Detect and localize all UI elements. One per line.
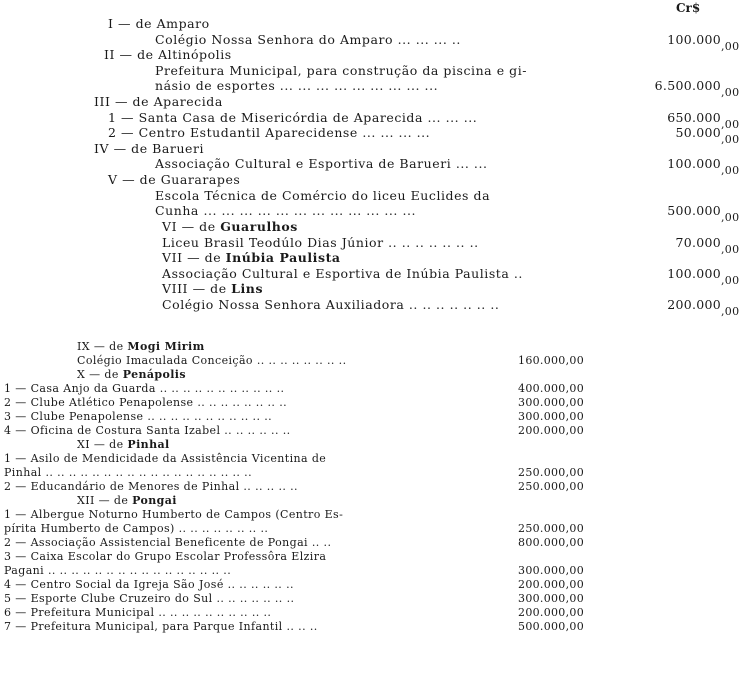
entry-text: 2 — Clube Atlético Penapolense .. .. .. .. .. .. .. .. (4, 396, 287, 409)
entry-line (77, 495, 177, 506)
amount-integer: 500.000 (667, 203, 721, 218)
entry-text: Pagani .. .. .. .. .. .. .. .. .. .. .. .. .. .. .. .. (4, 564, 232, 577)
entry-text: IV — de Barueri (94, 141, 205, 156)
entry-text: VII — de (162, 250, 226, 265)
amount-integer: 250.000,00 (518, 466, 584, 479)
entry-text: pírita Humberto de Campos) .. .. .. .. .. .. .. .. (4, 522, 269, 535)
entry-text: XI — de (77, 438, 128, 451)
amount-value (518, 523, 584, 534)
amount-value (518, 383, 584, 394)
entry-line (155, 34, 461, 47)
entry-line (4, 397, 287, 408)
amount-value (654, 78, 740, 99)
amount-integer: 200.000 (667, 297, 721, 312)
amount-integer: 200.000,00 (518, 578, 584, 591)
entry-text: Colégio Nossa Senhora do Amparo ... ... ... .. (155, 32, 461, 47)
amount-value (667, 297, 740, 318)
entry-line (4, 579, 294, 590)
entry-text: IX — de (77, 340, 128, 353)
amount-value (518, 607, 584, 618)
entry-text: XII — de (77, 494, 133, 507)
amount-integer: 500.000,00 (518, 620, 584, 633)
entry-line (4, 509, 343, 520)
amount-value (675, 235, 740, 256)
entry-line (162, 283, 263, 296)
amount-integer: 300.000,00 (518, 396, 584, 409)
amount-decimal: ,00 (721, 118, 740, 131)
entry-text: 1 — Casa Anjo da Guarda .. .. .. .. .. .. .. .. .. .. .. (4, 382, 285, 395)
entry-text: Prefeitura Municipal, para construção da piscina e gi- (155, 63, 528, 78)
entry-text: 4 — Oficina de Costura Santa Izabel .. .. .. .. .. .. (4, 424, 291, 437)
amount-value (518, 565, 584, 576)
entry-text: Associação Cultural e Esportiva de Inúbia Paulista .. (162, 266, 523, 281)
entry-line (155, 190, 490, 203)
entry-text: 7 — Prefeitura Municipal, para Parque Infantil .. .. .. (4, 620, 318, 633)
amount-integer: 6.500.000 (654, 78, 721, 93)
entry-line (108, 127, 430, 140)
entry-text: Liceu Brasil Teodúlo Dias Júnior .. .. .. .. .. .. .. (162, 235, 479, 250)
entry-text: 2 — Centro Estudantil Aparecidense ... ... ... ... (108, 125, 431, 140)
amount-integer: 300.000,00 (518, 564, 584, 577)
entry-text: 1 — Santa Casa de Misericórdia de Aparecida ... ... ... (108, 110, 478, 125)
place-name: Inúbia Paulista (225, 250, 341, 265)
place-name: Penápolis (122, 368, 186, 381)
entry-text: 6 — Prefeitura Municipal .. .. .. .. .. .. .. .. .. .. (4, 606, 272, 619)
amount-value (518, 481, 584, 492)
entry-text: Cunha ... ... ... ... ... ... ... ... ... ... ... ... (155, 203, 417, 218)
entry-line (77, 341, 205, 352)
place-name: Mogi Mirim (127, 340, 205, 353)
amount-value (518, 467, 584, 478)
amount-integer: 800.000,00 (518, 536, 584, 549)
entry-line (4, 425, 291, 436)
amount-decimal: ,00 (721, 211, 740, 224)
entry-line (108, 112, 477, 125)
entry-line (155, 65, 527, 78)
amount-integer: 50.000 (675, 125, 721, 140)
amount-value (518, 621, 584, 632)
entry-text: III — de Aparecida (94, 94, 223, 109)
entry-line (4, 593, 294, 604)
entry-line (4, 453, 326, 464)
entry-line (162, 299, 499, 312)
amount-decimal: ,00 (721, 243, 740, 256)
amount-integer: 650.000 (667, 110, 721, 125)
entry-text: Colégio Imaculada Conceição .. .. .. .. .. .. .. .. (77, 354, 347, 367)
place-name: Pinhal (127, 438, 170, 451)
entry-line (4, 565, 231, 576)
entry-text: 3 — Clube Penapolense .. .. .. .. .. .. .. .. .. .. .. (4, 410, 273, 423)
amount-integer: 200.000,00 (518, 424, 584, 437)
amount-decimal: ,00 (721, 133, 740, 146)
amount-value (518, 397, 584, 408)
entry-text: X — de (77, 368, 123, 381)
entry-text: VIII — de (162, 281, 232, 296)
amount-value (518, 355, 584, 366)
entry-line (4, 607, 271, 618)
entry-line (4, 383, 284, 394)
entry-line (155, 205, 416, 218)
entry-text: 2 — Educandário de Menores de Pinhal .. .. .. .. .. (4, 480, 298, 493)
place-name: Pongai (132, 494, 177, 507)
entry-text: Associação Cultural e Esportiva de Barueri ... ... (155, 156, 488, 171)
entry-line (4, 537, 331, 548)
amount-value (667, 156, 740, 177)
entry-line (77, 439, 170, 450)
entry-text: Escola Técnica de Comércio do liceu Euclides da (155, 188, 491, 203)
entry-line (4, 467, 252, 478)
currency-header: Cr$ (676, 1, 701, 15)
entry-text: 1 — Asilo de Mendicidade da Assistência Vicentina de (4, 452, 327, 465)
entry-line (77, 355, 346, 366)
amount-value (518, 411, 584, 422)
entry-line (108, 174, 240, 187)
entry-line (162, 268, 523, 281)
entry-text: V — de Guararapes (108, 172, 241, 187)
entry-line (94, 96, 223, 109)
place-name: Guarulhos (220, 219, 298, 234)
amount-integer: 70.000 (675, 235, 721, 250)
amount-decimal: ,00 (721, 86, 740, 99)
entry-line (94, 143, 204, 156)
amount-integer: 300.000,00 (518, 410, 584, 423)
amount-value (518, 537, 584, 548)
amount-integer: 400.000,00 (518, 382, 584, 395)
entry-line (162, 237, 479, 250)
entry-text: násio de esportes ... ... ... ... ... ... ... ... ... (155, 78, 439, 93)
entry-line (4, 523, 268, 534)
entry-line (4, 481, 298, 492)
amount-value (667, 266, 740, 287)
entry-line (108, 18, 210, 31)
amount-value (518, 425, 584, 436)
entry-text: 4 — Centro Social da Igreja São José .. .. .. .. .. .. (4, 578, 294, 591)
amount-integer: 250.000,00 (518, 480, 584, 493)
amount-integer: 250.000,00 (518, 522, 584, 535)
amount-decimal: ,00 (721, 305, 740, 318)
entry-text: 1 — Albergue Noturno Humberto de Campos (Centro Es- (4, 508, 344, 521)
entry-text: 3 — Caixa Escolar do Grupo Escolar Professôra Elzira (4, 550, 327, 563)
entry-text: I — de Amparo (108, 16, 210, 31)
entry-line (155, 158, 488, 171)
amount-integer: 160.000,00 (518, 354, 584, 367)
amount-decimal: ,00 (721, 164, 740, 177)
amount-value (667, 110, 740, 131)
amount-integer: 200.000,00 (518, 606, 584, 619)
amount-value (667, 32, 740, 53)
amount-integer: 300.000,00 (518, 592, 584, 605)
place-name: Lins (231, 281, 264, 296)
entry-line (4, 551, 326, 562)
entry-text: 5 — Esporte Clube Cruzeiro do Sul .. .. .. .. .. .. .. (4, 592, 295, 605)
entry-text: Pinhal .. .. .. .. .. .. .. .. .. .. .. .. .. .. .. .. .. .. (4, 466, 252, 479)
entry-line (162, 221, 298, 234)
entry-text: Colégio Nossa Senhora Auxiliadora .. .. .. .. .. .. .. (162, 297, 500, 312)
entry-line (4, 411, 272, 422)
amount-decimal: ,00 (721, 40, 740, 53)
entry-line (77, 369, 186, 380)
entry-text: VI — de (162, 219, 221, 234)
amount-integer: 100.000 (667, 266, 721, 281)
amount-integer: 100.000 (667, 156, 721, 171)
amount-value (675, 125, 740, 146)
entry-line (104, 49, 232, 62)
amount-value (667, 203, 740, 224)
amount-decimal: ,00 (721, 274, 740, 287)
entry-line (155, 80, 438, 93)
entry-text: II — de Altinópolis (104, 47, 232, 62)
entry-text: 2 — Associação Assistencial Beneficente de Pongai .. .. (4, 536, 332, 549)
amount-value (518, 579, 584, 590)
entry-line (4, 621, 318, 632)
amount-value (518, 593, 584, 604)
entry-line (162, 252, 341, 265)
amount-integer: 100.000 (667, 32, 721, 47)
